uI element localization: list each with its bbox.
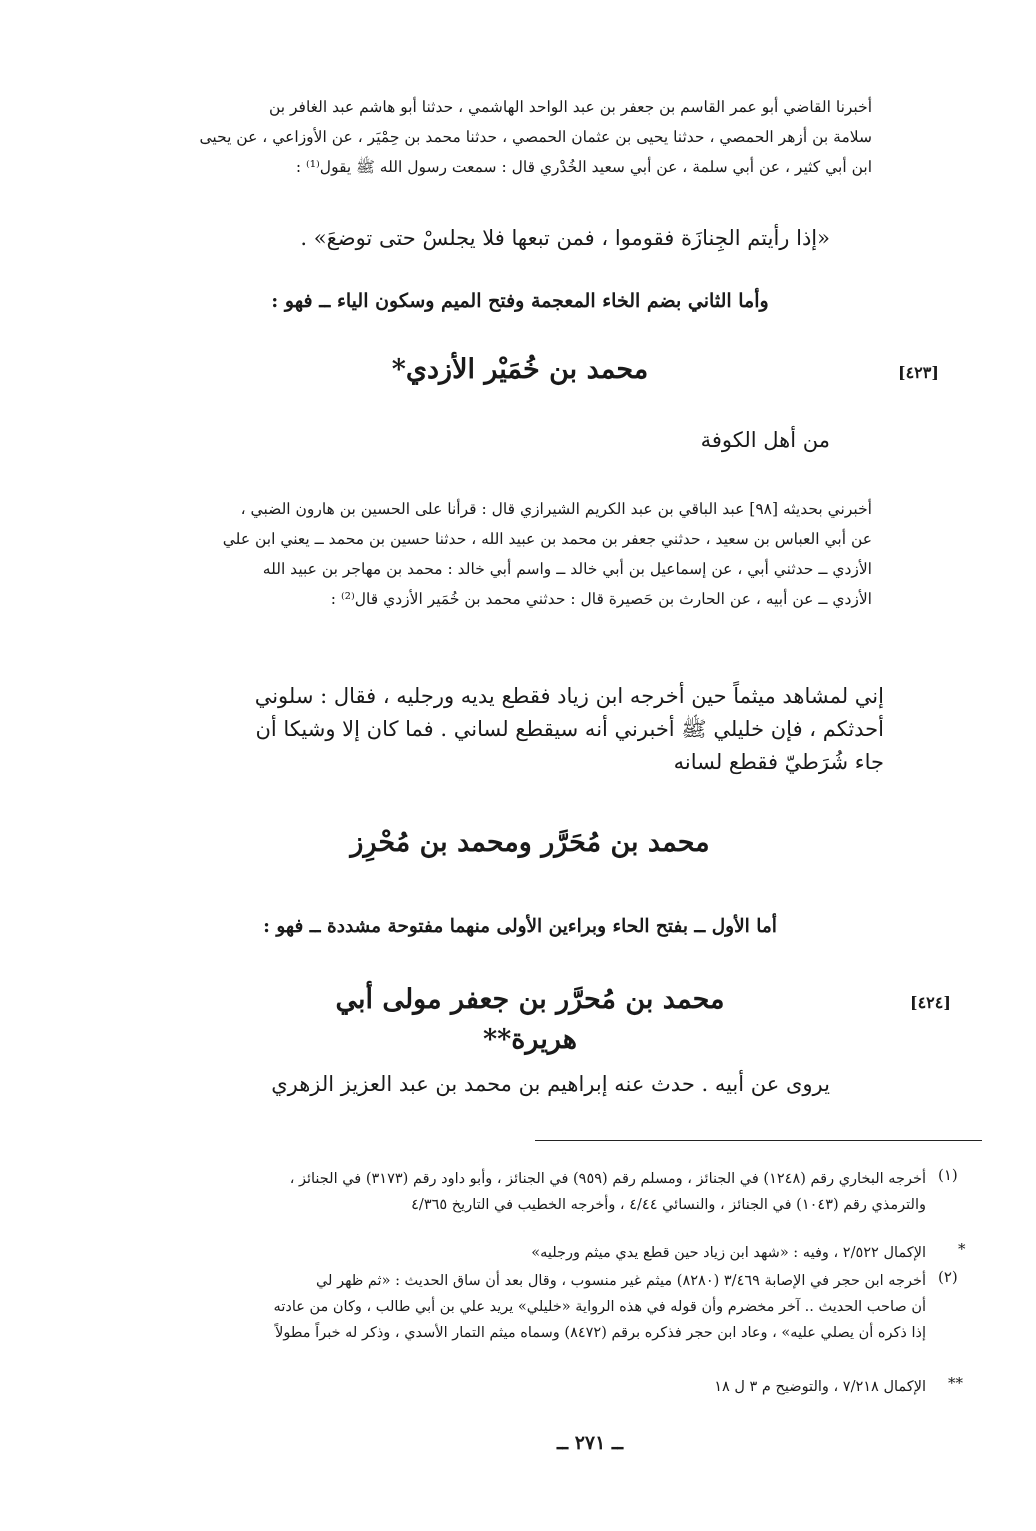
footnote-line: الإكمال ٢/٥٢٢ ، وفيه : «شهد ابن زياد حين قطع يدي ميثم ورجليه» <box>531 1245 926 1261</box>
footnote-line: أخرجه ابن حجر في الإصابة ٣/٤٦٩ (٨٢٨٠) ميثم غير منسوب ، وقال بعد أن ساق الحديث : «ثم ظهر لي <box>315 1273 926 1289</box>
entry-narration-424: يروى عن أبيه . حدث عنه إبراهيم بن محمد بن عبد العزيز الزهري <box>271 1072 830 1096</box>
page-number: ــ ٢٧١ ــ <box>556 1432 624 1454</box>
text-line: إني لمشاهد ميثماً حين أخرجه ابن زياد فقطع يديه ورجليه ، فقال : سلوني <box>254 684 884 708</box>
footnote-line: أن صاحب الحديث .. آخر مخضرم وأن قوله في هذه الرواية «خليلي» يريد علي بن أبي طالب ، وكان من عادته <box>273 1299 926 1315</box>
section-title: محمد بن مُحَرَّر ومحمد بن مُحْرِز <box>350 827 710 858</box>
heading-second-name: وأما الثاني بضم الخاء المعجمة وفتح الميم وسكون الياء ــ فهو : <box>271 290 769 312</box>
text-line: جاء شُرَطيّ فقطع لسانه <box>673 750 884 774</box>
entry-number-423: [٤٢٣] <box>898 363 939 382</box>
text-line: عن أبي العباس بن سعيد ، حدثني جعفر بن محمد بن عبيد الله ، حدثنا حسين بن محمد ــ يعني ابن علي <box>222 530 872 548</box>
footnote-line: الإكمال ٧/٢١٨ ، والتوضيح م ٣ ل ١٨ <box>714 1379 926 1395</box>
hadith-text-1: «إذا رأيتم الجِنازَة فقوموا ، فمن تبعها فلا يجلسْ حتى توضعَ» . <box>300 226 830 250</box>
isnad-paragraph-1 <box>160 92 872 182</box>
isnad-paragraph-2 <box>172 494 872 614</box>
entry-name-424: محمد بن مُحرَّر بن جعفر مولى أبي هريرة** <box>335 984 725 1055</box>
footnote-2 <box>170 1268 926 1346</box>
text-line: سلامة بن أزهر الحمصي ، حدثنا يحيى بن عثمان الحمصي ، حدثنا محمد بن حِمْيَر ، عن الأوزاعي ، عن يحيى <box>199 128 872 146</box>
footnote-line: أخرجه البخاري رقم (١٢٤٨) في الجنائز ، ومسلم رقم (٩٥٩) في الجنائز ، وأبو داود رقم (٣١٧٣) في الجنائز ، <box>289 1171 926 1187</box>
footnote-line: والترمذي رقم (١٠٤٣) في الجنائز ، والنسائي ٤/٤٤ ، وأخرجه الخطيب في التاريخ ٤/٣٦٥ <box>411 1197 926 1213</box>
hadith-text-2 <box>168 680 884 779</box>
text-line: الأزدي ــ عن أبيه ، عن الحارث بن حَصيرة قال : حدثني محمد بن خُمَير الأزدي قال⁽²⁾ : <box>330 590 872 608</box>
footnote-star <box>170 1240 926 1266</box>
footnote-mark-1: (١) <box>938 1166 958 1184</box>
footnote-mark-double-star: ** <box>948 1374 963 1392</box>
heading-first-name: أما الأول ــ بفتح الحاء وبراءين الأولى منهما مفتوحة مشددة ــ فهو : <box>263 916 777 937</box>
text-line: أحدثكم ، فإن خليلي ﷺ أخبرني أنه سيقطع لساني . فما كان إلا وشيكا أن <box>255 717 884 741</box>
footnote-double-star <box>170 1374 926 1400</box>
text-line: أخبرني بحديثه [٩٨] عبد الباقي بن عبد الكريم الشيرازي قال : قرأنا على الحسين بن هارون الضبي ، <box>240 500 872 518</box>
entry-origin-423: من أهل الكوفة <box>700 428 830 452</box>
footnote-line: إذا ذكره أن يصلي عليه» ، وعاد ابن حجر فذكره برقم (٨٤٧٢) وسماه ميثم التمار الأسدي ، وذكر له خبراً مطولاً <box>275 1325 926 1341</box>
entry-name-423: محمد بن خُمَيْر الأزدي* <box>391 354 649 385</box>
entry-number-424: [٤٢٤] <box>910 993 951 1012</box>
footnote-mark-2: (٢) <box>938 1268 958 1286</box>
text-line: ابن أبي كثير ، عن أبي سلمة ، عن أبي سعيد الخُدْري قال : سمعت رسول الله ﷺ يقول⁽¹⁾ : <box>295 158 872 176</box>
footnote-separator <box>535 1140 982 1141</box>
text-line: أخبرنا القاضي أبو عمر القاسم بن جعفر بن عبد الواحد الهاشمي ، حدثنا أبو هاشم عبد الغافر بن <box>268 98 872 116</box>
footnote-mark-star: * <box>958 1240 966 1258</box>
footnote-1 <box>170 1166 926 1218</box>
text-line: الأزدي ــ حدثني أبي ، عن إسماعيل بن أبي خالد ــ واسم أبي خالد : محمد بن مهاجر بن عبيد الله <box>262 560 872 578</box>
